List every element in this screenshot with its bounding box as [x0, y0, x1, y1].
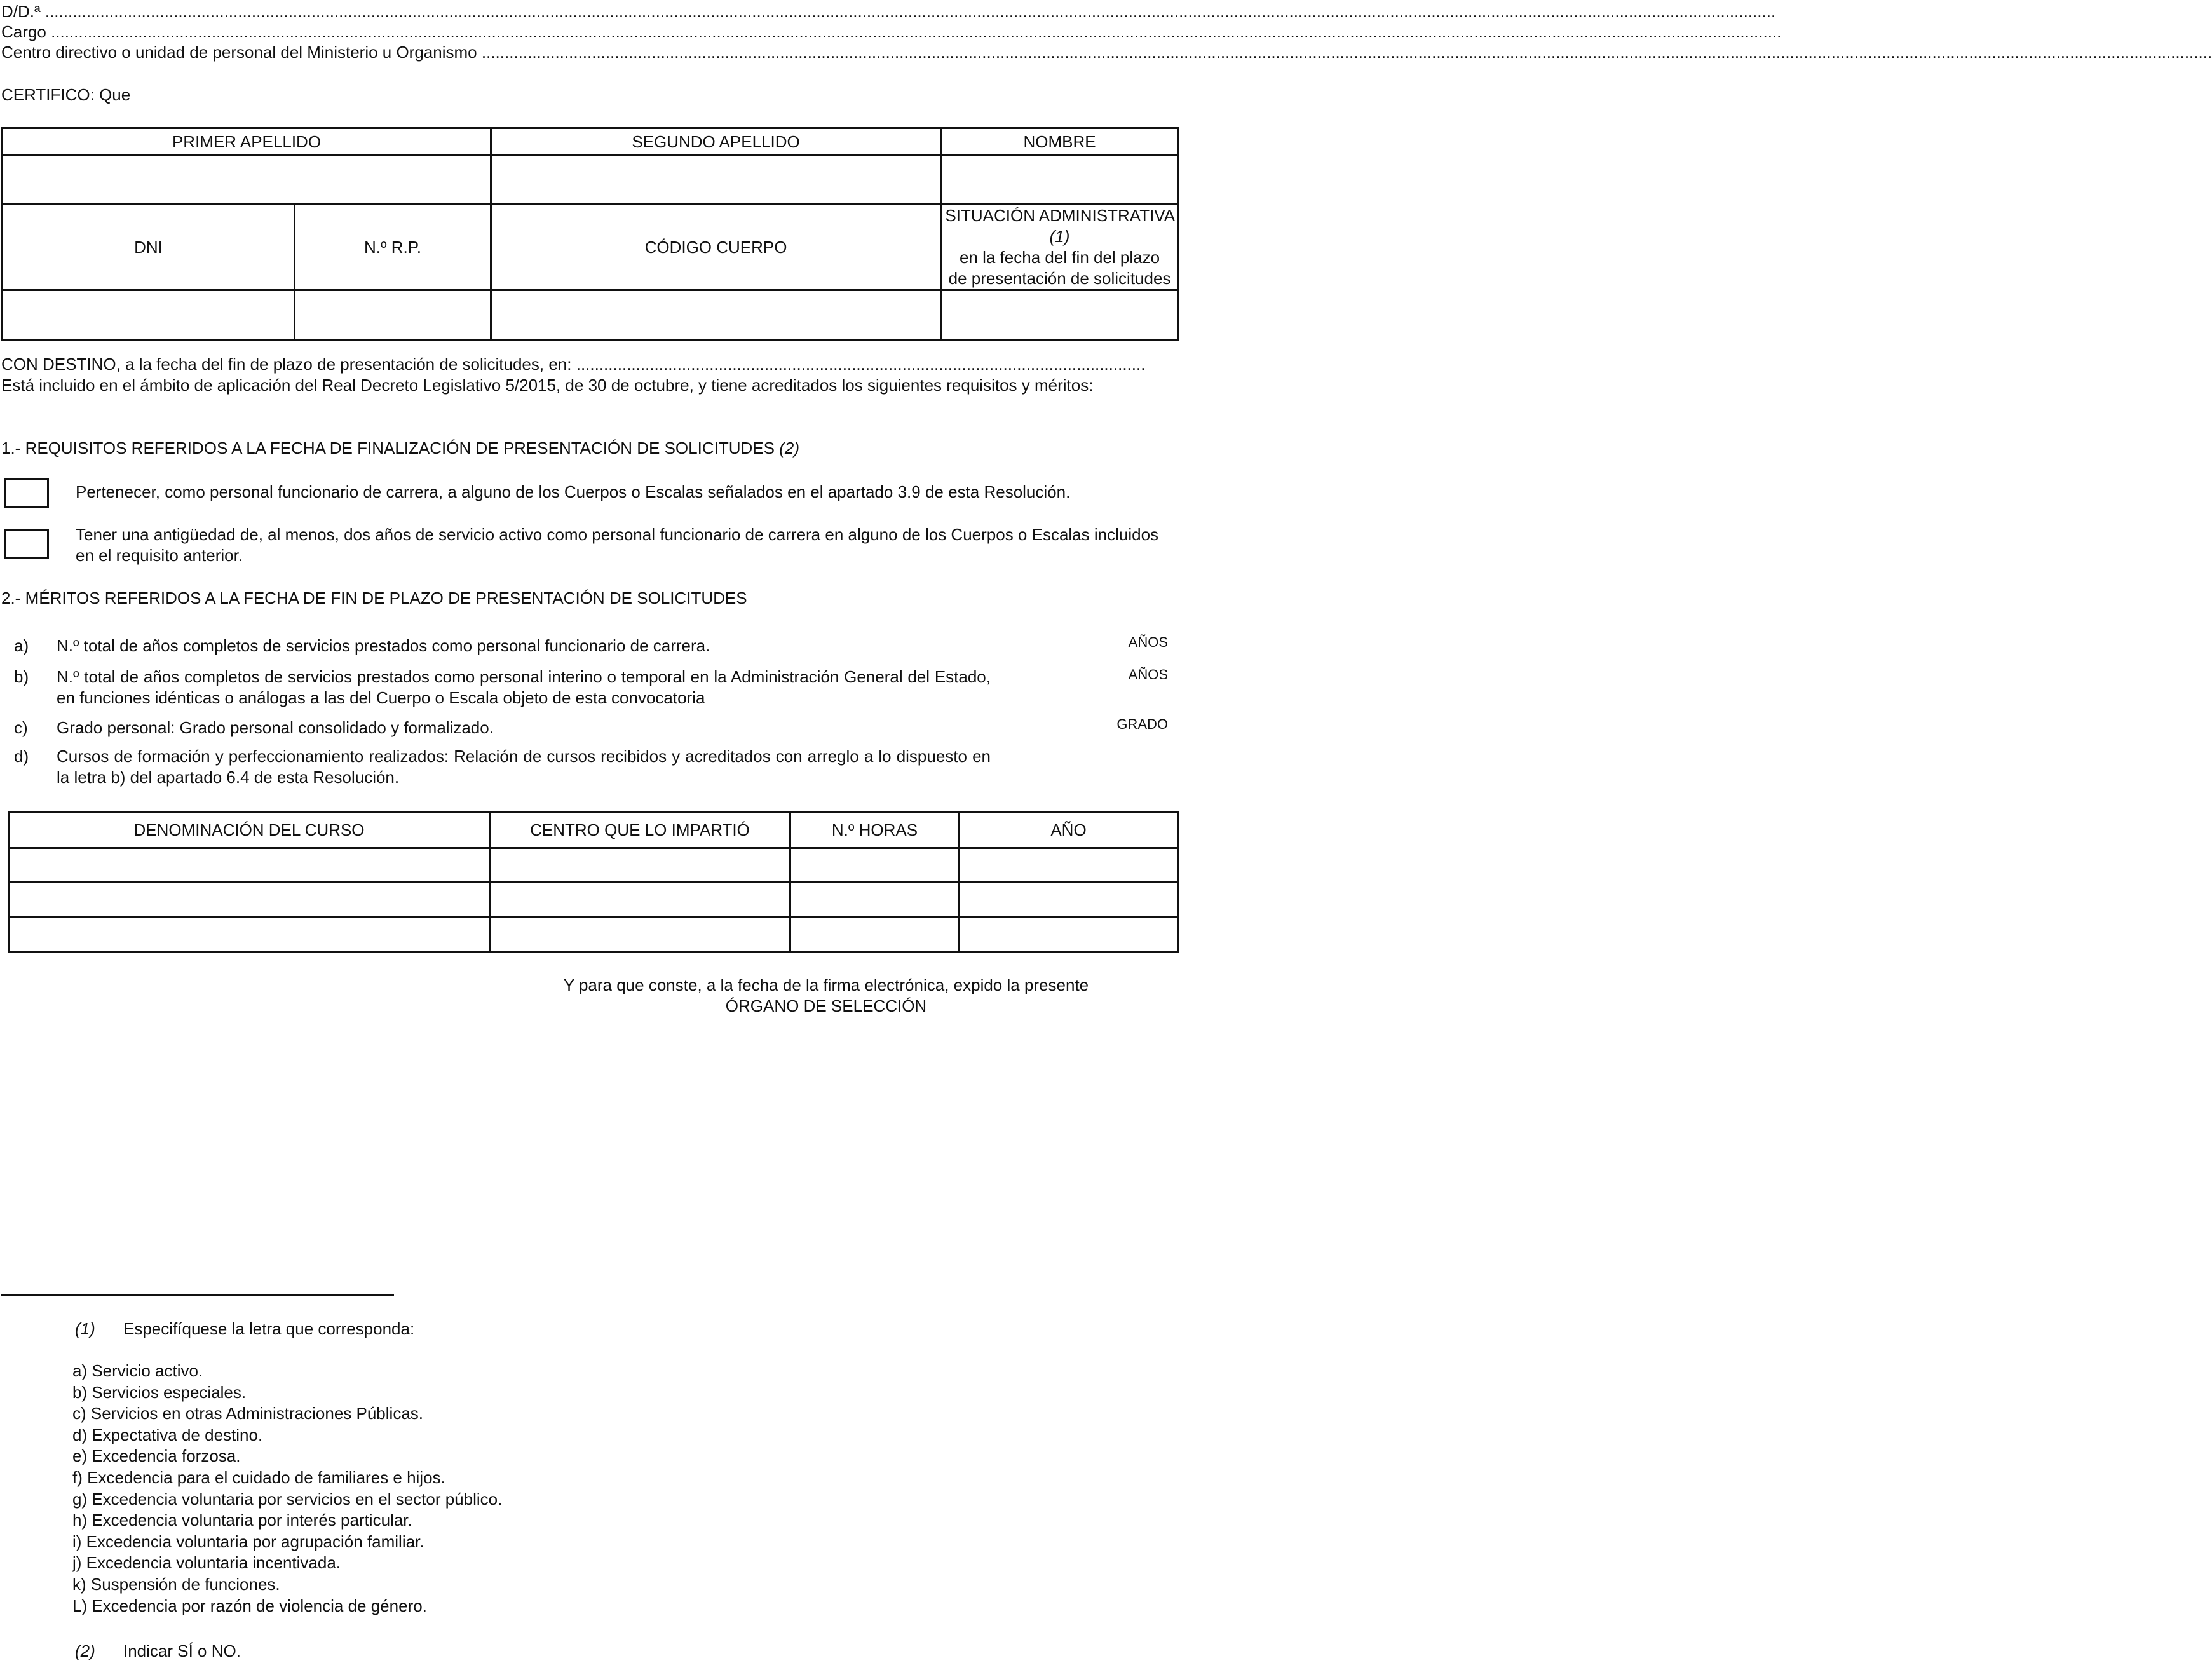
horas-cell[interactable] [790, 917, 960, 952]
merito-b-unit: AÑOS [1128, 667, 1168, 682]
centro-cell[interactable] [490, 883, 790, 917]
requisito-1-text: Pertenecer, como personal funcionario de carrera, a alguno de los Cuerpos o Escalas señalados en el apartado 3.9 de esta Resolución. [76, 482, 1071, 501]
situacion-field[interactable] [941, 290, 1179, 340]
table-row [9, 917, 1178, 952]
denominacion-cell[interactable] [9, 917, 490, 952]
closing-line1: Y para que conste, a la fecha de la firma electrónica, expido la presente [563, 975, 1089, 994]
merito-d-text: Cursos de formación y perfeccionamiento realizados: Relación de cursos recibidos y acreditados con arreglo a lo dispuesto en la letra b) del apartado 6.4 de esta Resolución. [57, 747, 991, 787]
footnote-divider [1, 1294, 394, 1296]
merito-d-letter: d) [14, 747, 29, 766]
centro-label: Centro directivo o unidad de personal del Ministerio u Organismo [1, 43, 477, 62]
denominacion-cell[interactable] [9, 848, 490, 883]
table-row [9, 883, 1178, 917]
ambito-paragraph: Está incluido en el ámbito de aplicación del Real Decreto Legislativo 5/2015, de 30 de octubre, y tiene acreditados los siguientes requisitos y méritos: [1, 376, 1094, 395]
centro-header: CENTRO QUE LO IMPARTIÓ [490, 813, 790, 848]
situacion-line1: SITUACIÓN ADMINISTRATIVA [945, 206, 1174, 225]
footnote-1-mark [75, 1319, 95, 1339]
primer-apellido-header: PRIMER APELLIDO [3, 128, 491, 156]
input-row-ids [3, 290, 1179, 340]
requisitos-title [1, 438, 799, 458]
centro-line [1, 42, 2212, 62]
list-item: f) Excedencia para el cuidado de familiares e hijos. [72, 1467, 445, 1487]
footnote-1-mark-text: (1) [75, 1319, 95, 1338]
codigo-cuerpo-header: CÓDIGO CUERPO [491, 205, 941, 290]
dd-dots: ......................................................................................................................................................................................................................................................................................................................................................................................... [44, 2, 1776, 21]
merito-a-letter: a) [14, 636, 29, 655]
cursos-header-row [9, 813, 1178, 848]
merito-b-text: N.º total de años completos de servicios prestados como personal interino o temporal en la Administración General del Estado, en funciones idénticas o análogas a las del Cuerpo o Escala objeto de esta convocatoria [57, 667, 991, 707]
denominacion-cell[interactable] [9, 883, 490, 917]
horas-cell[interactable] [790, 848, 960, 883]
organo-seleccion: ÓRGANO DE SELECCIÓN [725, 996, 927, 1015]
horas-cell[interactable] [790, 883, 960, 917]
centro-cell[interactable] [490, 917, 790, 952]
situacion-options-list [72, 1361, 502, 1617]
destino-line [1, 354, 1170, 374]
ano-cell[interactable] [960, 848, 1178, 883]
situacion-header [941, 205, 1179, 290]
codigo-cuerpo-field[interactable] [491, 290, 941, 340]
requisitos-title-text: 1.- REQUISITOS REFERIDOS A LA FECHA DE FINALIZACIÓN DE PRESENTACIÓN DE SOLICITUDES [1, 438, 775, 458]
dd-line [1, 1, 1776, 22]
list-item: b) Servicios especiales. [72, 1382, 247, 1402]
meritos-title: 2.- MÉRITOS REFERIDOS A LA FECHA DE FIN DE PLAZO DE PRESENTACIÓN DE SOLICITUDES [1, 588, 747, 608]
header-row-ids [3, 205, 1179, 290]
list-item: c) Servicios en otras Administraciones Públicas. [72, 1404, 424, 1423]
list-item: i) Excedencia voluntaria por agrupación familiar. [72, 1531, 424, 1551]
list-item: e) Excedencia forzosa. [72, 1446, 241, 1466]
nombre-header: NOMBRE [941, 128, 1179, 156]
footnote-2-mark-text: (2) [75, 1641, 95, 1660]
denominacion-header: DENOMINACIÓN DEL CURSO [9, 813, 490, 848]
primer-apellido-field[interactable] [3, 156, 491, 205]
footnote-2-text: Indicar SÍ o NO. [123, 1641, 241, 1660]
destino-dots: ............................................................................................................................ [576, 355, 1146, 374]
list-item: d) Expectativa de destino. [72, 1425, 263, 1444]
centro-cell[interactable] [490, 848, 790, 883]
merito-c-text: Grado personal: Grado personal consolidado y formalizado. [57, 718, 494, 737]
merito-a-unit: AÑOS [1128, 634, 1168, 650]
requisito-2-checkbox[interactable] [4, 529, 49, 559]
ano-cell[interactable] [960, 883, 1178, 917]
segundo-apellido-field[interactable] [491, 156, 941, 205]
cargo-line [1, 22, 1782, 42]
footnote-1-text: Especifíquese la letra que corresponda: [123, 1319, 415, 1338]
nrp-header: N.º R.P. [295, 205, 491, 290]
list-item: h) Excedencia voluntaria por interés particular. [72, 1510, 412, 1530]
segundo-apellido-header: SEGUNDO APELLIDO [491, 128, 941, 156]
requisitos-note: (2) [779, 438, 799, 458]
list-item: L) Excedencia por razón de violencia de género. [72, 1596, 427, 1615]
dni-header: DNI [3, 205, 295, 290]
merito-c-unit: GRADO [1116, 716, 1168, 732]
dni-field[interactable] [3, 290, 295, 340]
situacion-line3: de presentación de solicitudes [948, 269, 1171, 288]
list-item: j) Excedencia voluntaria incentivada. [72, 1553, 341, 1573]
ano-header: AÑO [960, 813, 1178, 848]
table-row [9, 848, 1178, 883]
header-row-names [3, 128, 1179, 156]
dd-label: D/D.ª [1, 2, 41, 21]
requisito-1-checkbox[interactable] [4, 478, 49, 508]
cursos-table [8, 811, 1179, 953]
centro-dots: ......................................................................................................................................................................................................................................................................................................................................................................................... [481, 43, 2212, 62]
merito-c-letter: c) [14, 718, 28, 737]
closing-block [521, 975, 1131, 1017]
cargo-dots: ......................................................................................................................................................................................................................................................................................................................................................................................... [51, 22, 1782, 41]
merito-a-text: N.º total de años completos de servicios prestados como personal funcionario de carrera. [57, 636, 710, 655]
cargo-label: Cargo [1, 22, 46, 41]
list-item: k) Suspensión de funciones. [72, 1574, 280, 1594]
list-item: g) Excedencia voluntaria por servicios en el sector público. [72, 1489, 503, 1509]
footnote-2-mark [75, 1641, 95, 1661]
list-item: a) Servicio activo. [72, 1361, 203, 1380]
requisito-2-text: Tener una antigüedad de, al menos, dos años de servicio activo como personal funcionario de carrera en alguno de los Cuerpos o Escalas incluidos en el requisito anterior. [76, 525, 1159, 565]
certifico-text: CERTIFICO: Que [1, 85, 131, 104]
personal-data-table [1, 127, 1179, 341]
ano-cell[interactable] [960, 917, 1178, 952]
nrp-field[interactable] [295, 290, 491, 340]
input-row-names [3, 156, 1179, 205]
destino-label: CON DESTINO, a la fecha del fin de plazo de presentación de solicitudes, en: [1, 355, 572, 374]
merito-b-letter: b) [14, 667, 29, 686]
horas-header: N.º HORAS [790, 813, 960, 848]
nombre-field[interactable] [941, 156, 1179, 205]
situacion-note: (1) [1049, 227, 1070, 246]
situacion-line2: en la fecha del fin del plazo [959, 248, 1160, 267]
